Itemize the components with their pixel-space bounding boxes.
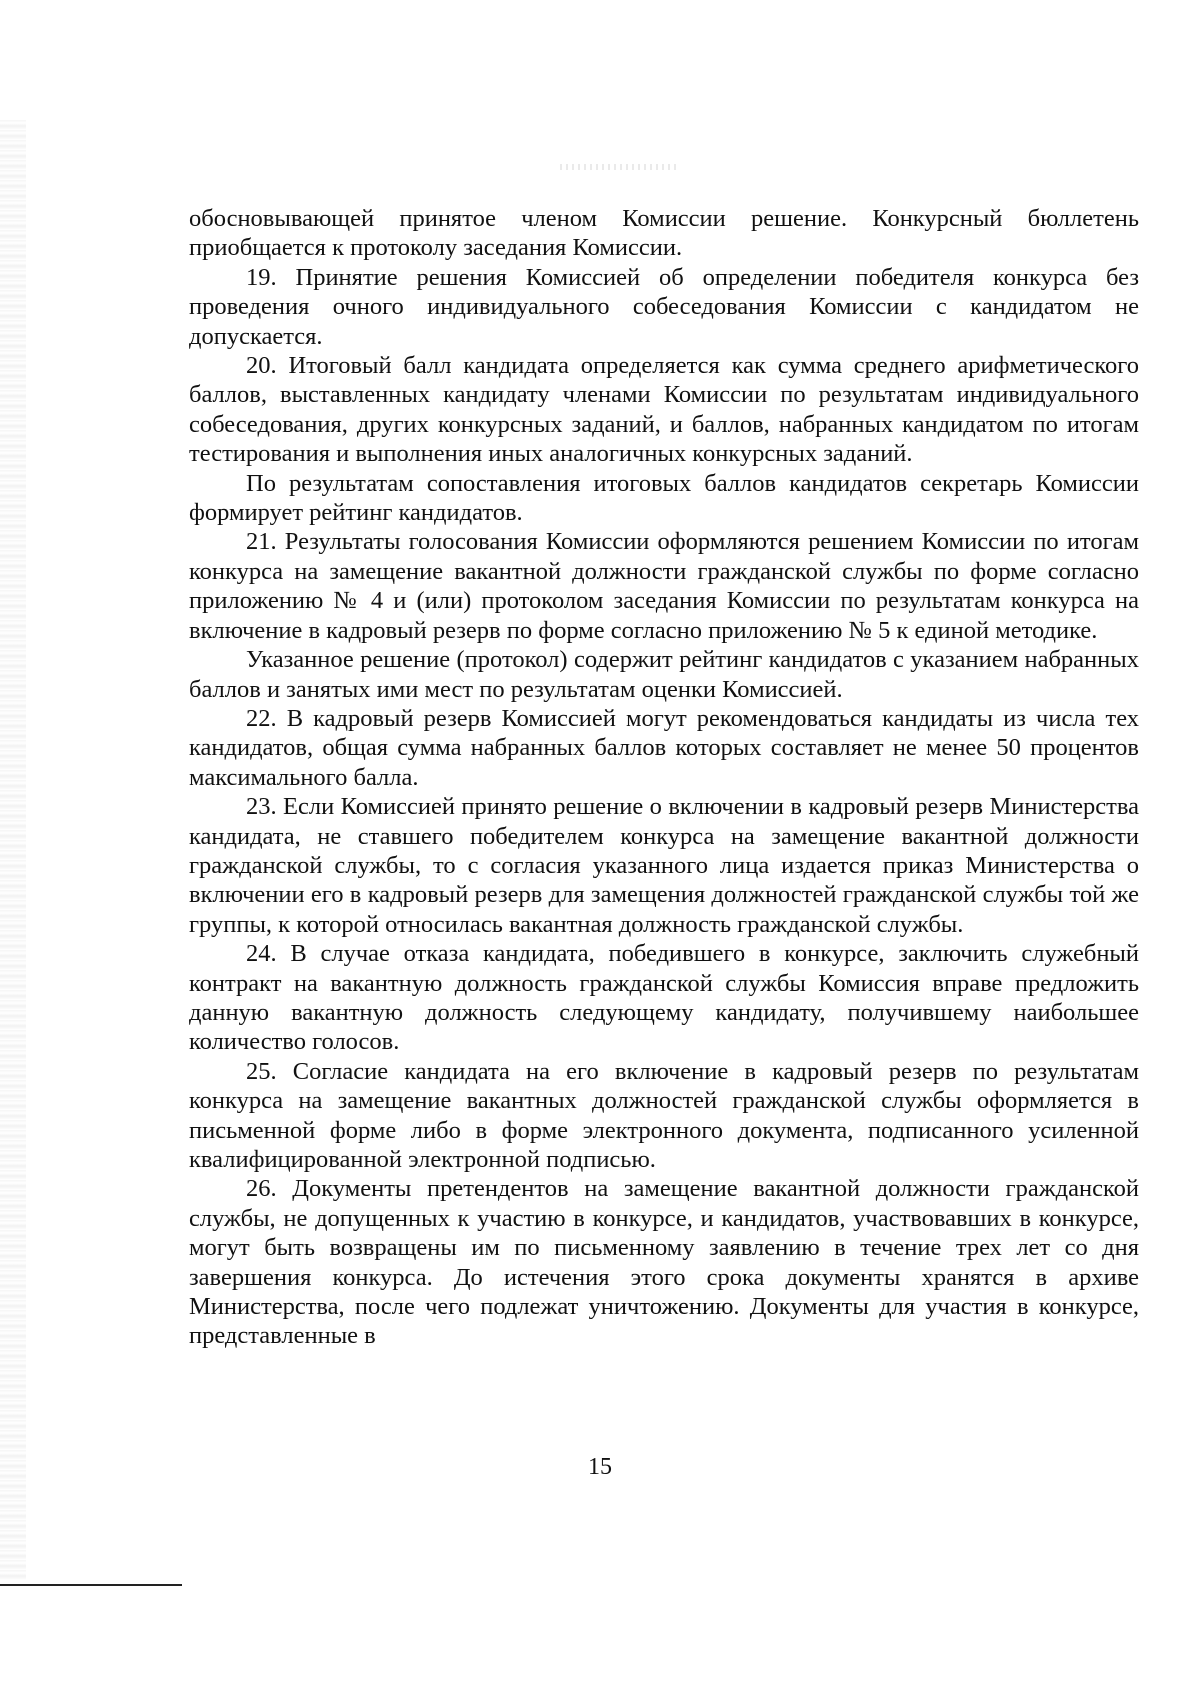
page-number: 15 bbox=[588, 1454, 612, 1480]
footnote-divider bbox=[0, 1584, 182, 1586]
paragraph-21: 21. Результаты голосования Комиссии оформляются решением Комиссии по итогам конкурса на замещение вакантной должности гражданской службы по форме согласно приложению № 4 и (или) протоколом заседания Комиссии по результатам конкурса на включение в кадровый резерв по форме согласно приложению № 5 к единой методике. bbox=[189, 528, 1139, 644]
document-body bbox=[189, 204, 1139, 1351]
paragraph-23: 23. Если Комиссией принято решение о включении в кадровый резерв Министерства кандидата, не ставшего победителем конкурса на замещение вакантной должности гражданской службы, то с согласия указанного лица издается приказ Министерства о включении его в кадровый резерв для замещения должностей гражданской службы той же группы, к которой относилась вакантная должность гражданской службы. bbox=[189, 793, 1139, 938]
paragraph-21-decision: Указанное решение (протокол) содержит рейтинг кандидатов с указанием набранных баллов и занятых ими мест по результатам оценки Комиссией. bbox=[189, 646, 1139, 703]
paragraph-26: 26. Документы претендентов на замещение вакантной должности гражданской службы, не допущенных к участию в конкурсе, и кандидатов, участвовавших в конкурсе, могут быть возвращены им по письменному заявлению в течение трех лет со дня завершения конкурса. До истечения этого срока документы хранятся в архиве Министерства, после чего подлежат уничтожению. Документы для участия в конкурсе, представленные в bbox=[189, 1175, 1139, 1350]
paragraph-22: 22. В кадровый резерв Комиссией могут рекомендоваться кандидаты из числа тех кандидатов, общая сумма набранных баллов которых составляет не менее 50 процентов максимального балла. bbox=[189, 704, 1139, 791]
scan-edge-artifact bbox=[0, 120, 26, 1580]
scan-speck-artifact bbox=[560, 164, 680, 170]
paragraph-24: 24. В случае отказа кандидата, победившего в конкурсе, заключить служебный контракт на вакантную должность гражданской службы Комиссия вправе предложить данную вакантную должность следующему кандидату, получившему наибольшее количество голосов. bbox=[189, 940, 1139, 1056]
paragraph-19: 19. Принятие решения Комиссией об определении победителя конкурса без проведения очного индивидуального собеседования Комиссии с кандидатом не допускается. bbox=[189, 263, 1139, 350]
paragraph-20: 20. Итоговый балл кандидата определяется как сумма среднего арифметического баллов, выставленных кандидату членами Комиссии по результатам индивидуального собеседования, других конкурсных заданий, и баллов, набранных кандидатом по итогам тестирования и выполнения иных аналогичных конкурсных заданий. bbox=[189, 352, 1139, 468]
paragraph-20-rating: По результатам сопоставления итоговых баллов кандидатов секретарь Комиссии формирует рейтинг кандидатов. bbox=[189, 469, 1139, 527]
paragraph-continuation: обосновывающей принятое членом Комиссии решение. Конкурсный бюллетень приобщается к протоколу заседания Комиссии. bbox=[189, 205, 1139, 262]
paragraph-25: 25. Согласие кандидата на его включение в кадровый резерв по результатам конкурса на замещение вакантных должностей гражданской службы оформляется в письменной форме либо в форме электронного документа, подписанного усиленной квалифицированной электронной подписью. bbox=[189, 1057, 1139, 1173]
